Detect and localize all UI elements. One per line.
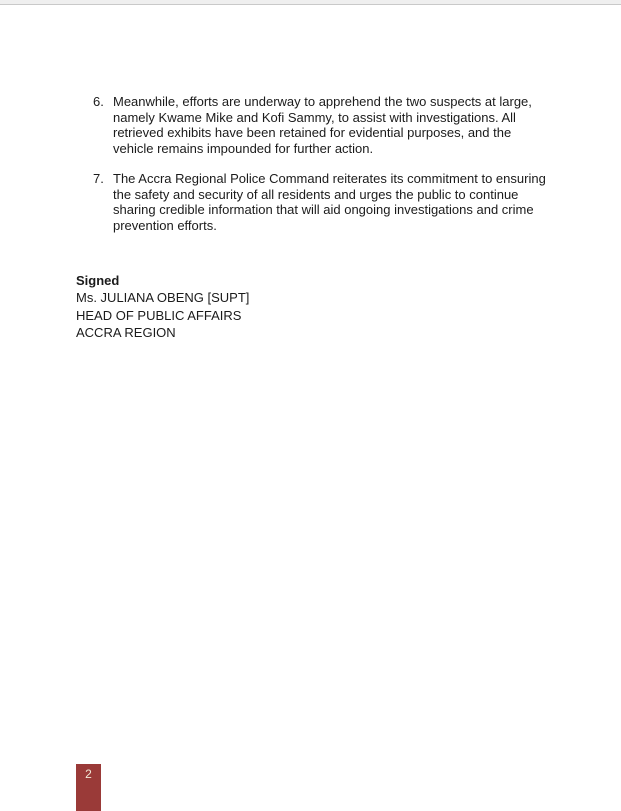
signatory-region: ACCRA REGION: [76, 324, 176, 340]
page-number: 2: [85, 767, 92, 781]
signatory-name: Ms. JULIANA OBENG [SUPT]: [76, 290, 250, 306]
page-top-edge: [0, 0, 621, 5]
signatory-title: HEAD OF PUBLIC AFFAIRS: [76, 307, 242, 323]
list-item-text: The Accra Regional Police Command reiterates its commitment to ensuring the safety and security of all residents and urges the public to continue sharing credible information that will aid ongoing investigations and crime prevention efforts.: [113, 171, 546, 233]
list-item-6: [93, 94, 555, 156]
list-item-7: [93, 171, 555, 233]
signature-label: Signed: [76, 273, 120, 288]
page-number-badge: [76, 764, 101, 811]
list-item-number: 6.: [93, 94, 104, 109]
signature-block: [76, 272, 249, 341]
list-item-text: Meanwhile, efforts are underway to apprehend the two suspects at large, namely Kwame Mike and Kofi Sammy, to assist with investigations. All retrieved exhibits have been retained for evidential purposes, and the vehicle remains impounded for further action.: [113, 94, 532, 156]
list-item-number: 7.: [93, 171, 104, 186]
